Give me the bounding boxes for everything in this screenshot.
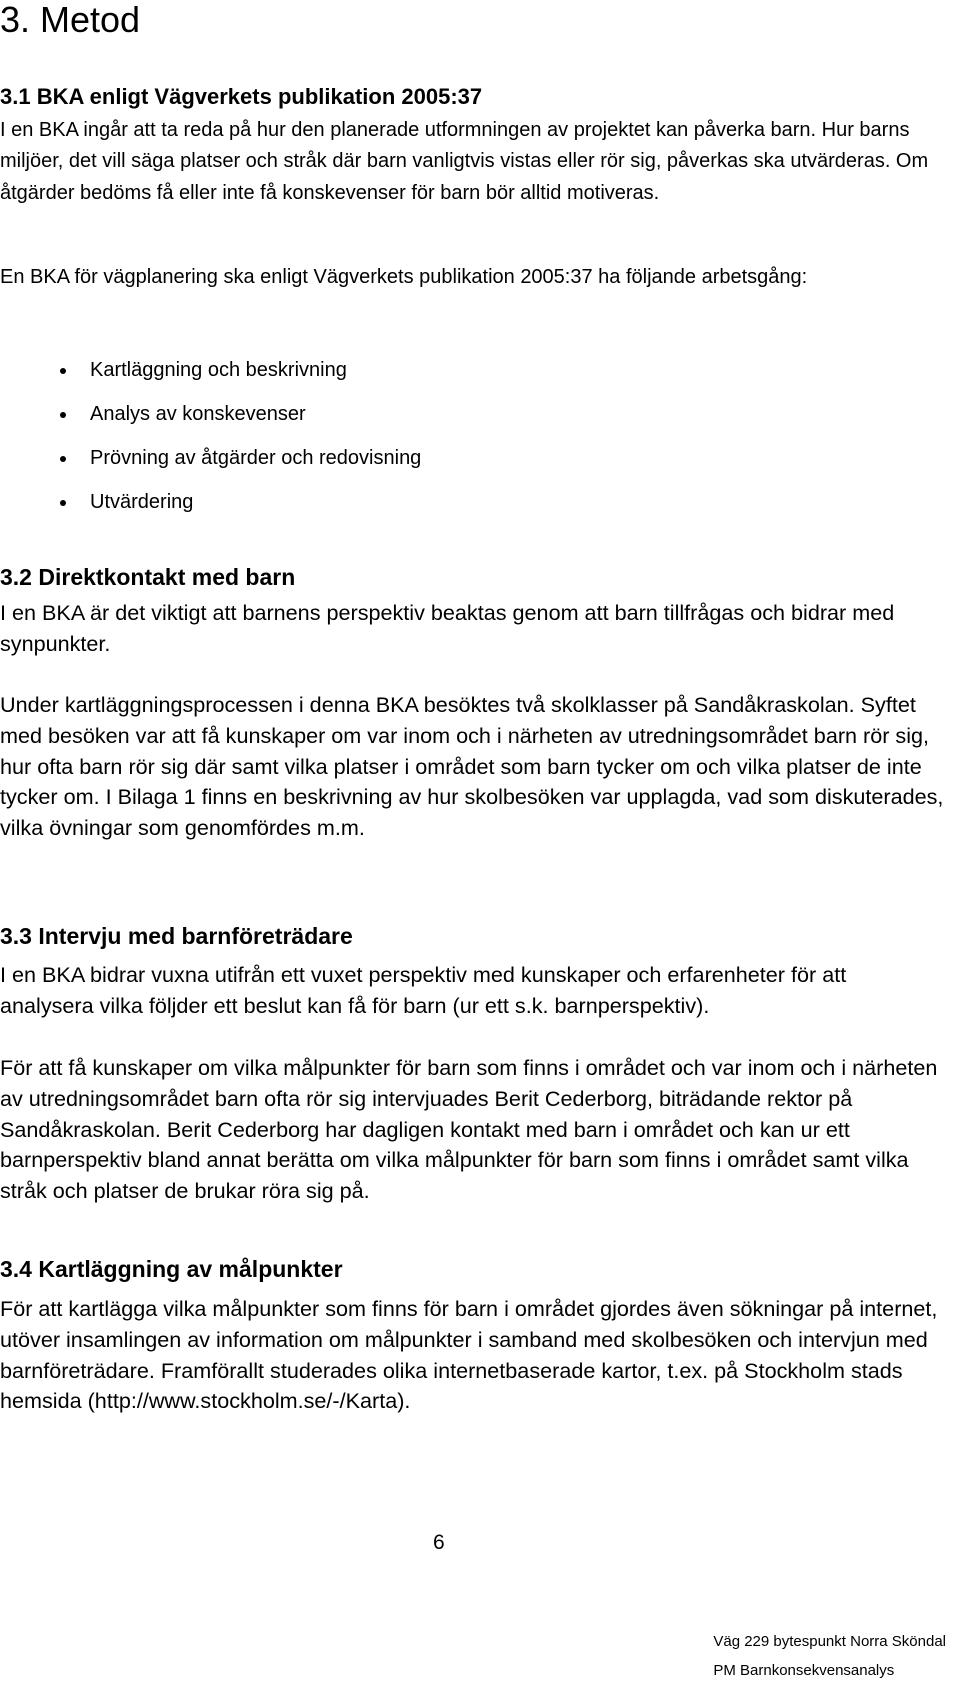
section-3-1-paragraph-2: En BKA för vägplanering ska enligt Vägverkets publikation 2005:37 ha följande arbetsgång:: [0, 266, 808, 288]
section-3-3-paragraph-2: För att få kunskaper om vilka målpunkter för barn som finns i området och var inom och i närheten av utredningsområdet barn ofta rör sig intervjuades Berit Cederborg, biträdande rektor på Sandåkraskolan. Berit Cederborg har dagligen kontakt med barn i området och kan ur ett barnperspektiv bland annat berätta om vilka målpunkter för barn som finns i området samt vilka stråk och platser de brukar röra sig på.: [0, 1055, 938, 1204]
section-title-3-4: 3.4 Kartläggning av målpunkter: [0, 1256, 343, 1282]
section-title-3-2: 3.2 Direktkontakt med barn: [0, 564, 296, 590]
footer-document: PM Barnkonsekvensanalys: [713, 1662, 895, 1679]
page-footer: [713, 1627, 946, 1685]
section-3-2-paragraph-1: I en BKA är det viktigt att barnens perspektiv beaktas genom att barn tillfrågas och bidrar med synpunkter.: [0, 600, 895, 656]
footer-project: Väg 229 bytespunkt Norra Sköndal: [713, 1633, 946, 1650]
list-item: Utvärdering: [60, 488, 421, 532]
list-item: Kartläggning och beskrivning: [60, 356, 421, 400]
bullet-icon: [60, 368, 66, 374]
section-3-1-paragraph-1: I en BKA ingår att ta reda på hur den planerade utformningen av projektet kan påverka barn. Hur barns miljöer, det vill säga platser och stråk där barn vanligtvis vistas eller rör sig, påverkas ska utvärderas. Om åtgärder bedöms få eller inte få konskevenser för barn bör alltid motiveras.: [0, 119, 929, 204]
section-3-4-paragraph-1: För att kartlägga vilka målpunkter som finns för barn i området gjordes även sökningar på internet, utöver insamlingen av information om målpunkter i samband med skolbesöken och intervjun med barnföreträdare. Framförallt studerades olika internetbaserade kartor, t.ex. på Stockholm stads hemsida (http://www.stockholm.se/-/Karta).: [0, 1296, 938, 1414]
section-title-3-1: 3.1 BKA enligt Vägverkets publikation 2005:37: [0, 84, 483, 109]
bullet-icon: [60, 456, 66, 462]
section-3-3-paragraph-1: I en BKA bidrar vuxna utifrån ett vuxet perspektiv med kunskaper och erfarenheter för att analysera vilka följder ett beslut kan få för barn (ur ett s.k. barnperspektiv).: [0, 962, 847, 1018]
chapter-heading: 3. Metod: [0, 0, 141, 40]
workflow-list: [60, 356, 421, 532]
list-item: Prövning av åtgärder och redovisning: [60, 444, 421, 488]
bullet-icon: [60, 412, 66, 418]
bullet-icon: [60, 500, 66, 506]
section-3-2-paragraph-2: Under kartläggningsprocessen i denna BKA besöktes två skolklasser på Sandåkraskolan. Syftet med besöken var att få kunskaper om var inom och i närheten av utredningsområdet barn rör sig, hur ofta barn rör sig där samt vilka platser i området som barn tycker om och vilka platser de inte tycker om. I Bilaga 1 finns en beskrivning av hur skolbesöken var upplagda, vad som diskuterades, vilka övningar som genomfördes m.m.: [0, 692, 944, 841]
page-number: 6: [433, 1531, 445, 1554]
section-title-3-3: 3.3 Intervju med barnföreträdare: [0, 923, 353, 949]
list-item: Analys av konskevenser: [60, 400, 421, 444]
